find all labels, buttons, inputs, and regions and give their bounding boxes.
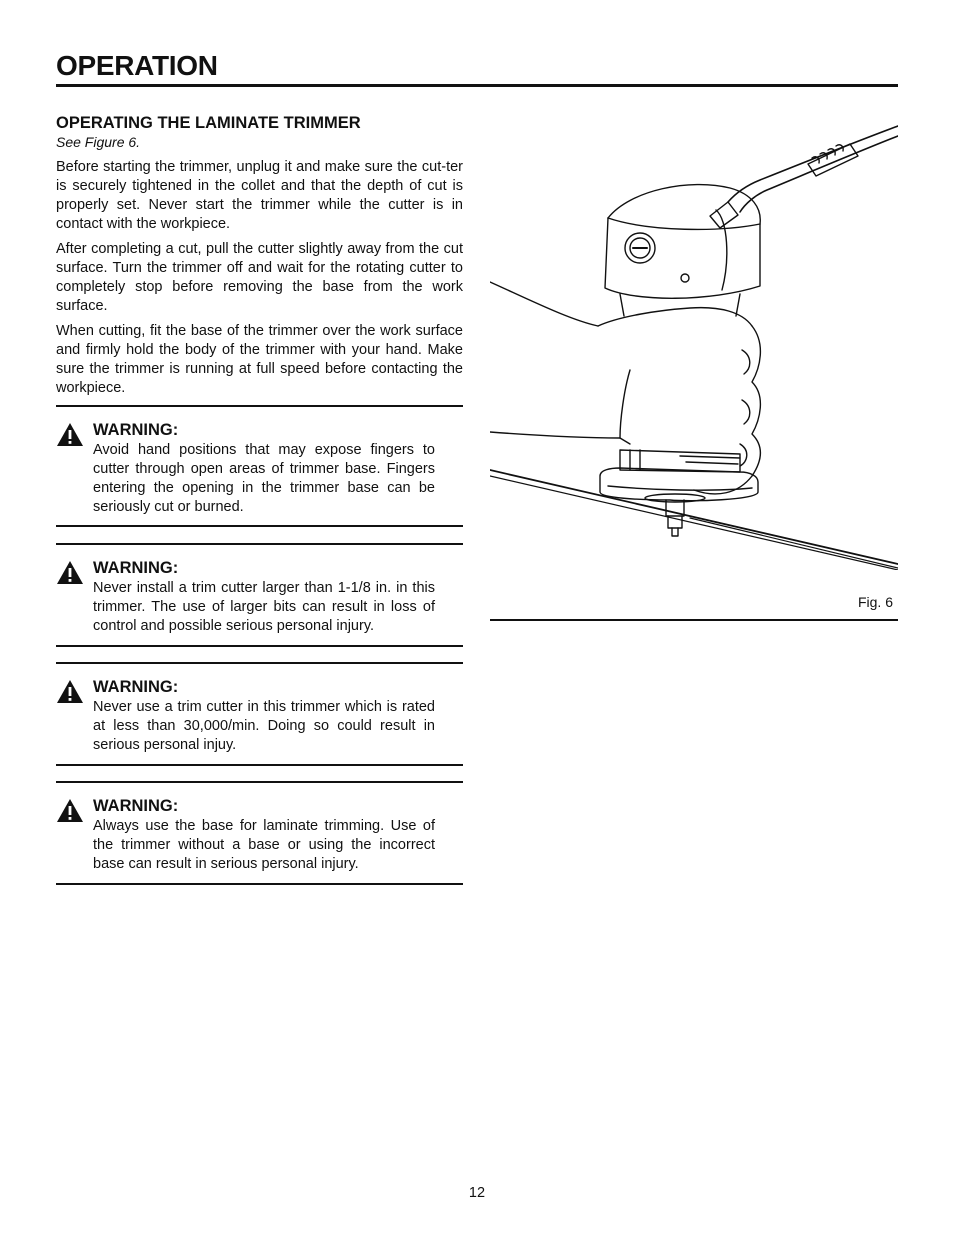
warning-triangle-icon [56, 560, 84, 585]
warning-box-cutter-size [56, 543, 463, 647]
operating-section [56, 113, 463, 404]
warning-box-use-base [56, 781, 463, 885]
warning-triangle-icon [56, 679, 84, 704]
laminate-trimmer-illustration [490, 120, 898, 570]
warning-title: WARNING: [93, 421, 179, 439]
warning-body: Never install a trim cutter larger than 1-1/8 in. in this trimmer. The use of larger bits can result in loss of control and possible serious personal injury. [93, 580, 435, 634]
warning-title: WARNING: [93, 678, 179, 696]
section-heading: OPERATING THE LAMINATE TRIMMER [56, 114, 361, 132]
paragraph-when-cutting: When cutting, fit the base of the trimmer over the work surface and firmly hold the body of the trimmer with your hand. Make sure the trimmer is running at full speed before contacting the workpiece. [56, 323, 463, 396]
title-rule [56, 84, 898, 87]
figure-label: Fig. 6 [857, 594, 893, 610]
warning-body: Never use a trim cutter in this trimmer which is rated at less than 30,000/min. Doing so could result in serious personal injuy. [93, 699, 435, 753]
figure-rule [490, 619, 898, 621]
warning-triangle-icon [56, 798, 84, 823]
warning-box-speed-rating [56, 662, 463, 766]
page-title: OPERATION [56, 50, 218, 81]
warning-box-finger-exposure [56, 405, 463, 527]
page-number: 12 [468, 1185, 486, 1201]
warning-title: WARNING: [93, 559, 179, 577]
warning-triangle-icon [56, 422, 84, 447]
see-figure-note: See Figure 6. [56, 134, 141, 150]
warning-title: WARNING: [93, 797, 179, 815]
paragraph-after-cut: After completing a cut, pull the cutter slightly away from the cut surface. Turn the trimmer off and wait for the rotating cutter to completely stop before removing the base from the work surface. [56, 241, 463, 314]
warning-body: Always use the base for laminate trimming. Use of the trimmer without a base or using the incorrect base can result in serious personal injury. [93, 818, 435, 872]
paragraph-before-starting: Before starting the trimmer, unplug it and make sure the cut-ter is securely tightened in the collet and that the depth of cut is properly set. Never start the trimmer while the cutter is in contact with the workpiece. [56, 159, 463, 232]
warning-body: Avoid hand positions that may expose fingers to cutter through open areas of trimmer base. Fingers entering the opening in the trimmer base can be seriously cut or burned. [93, 442, 435, 515]
